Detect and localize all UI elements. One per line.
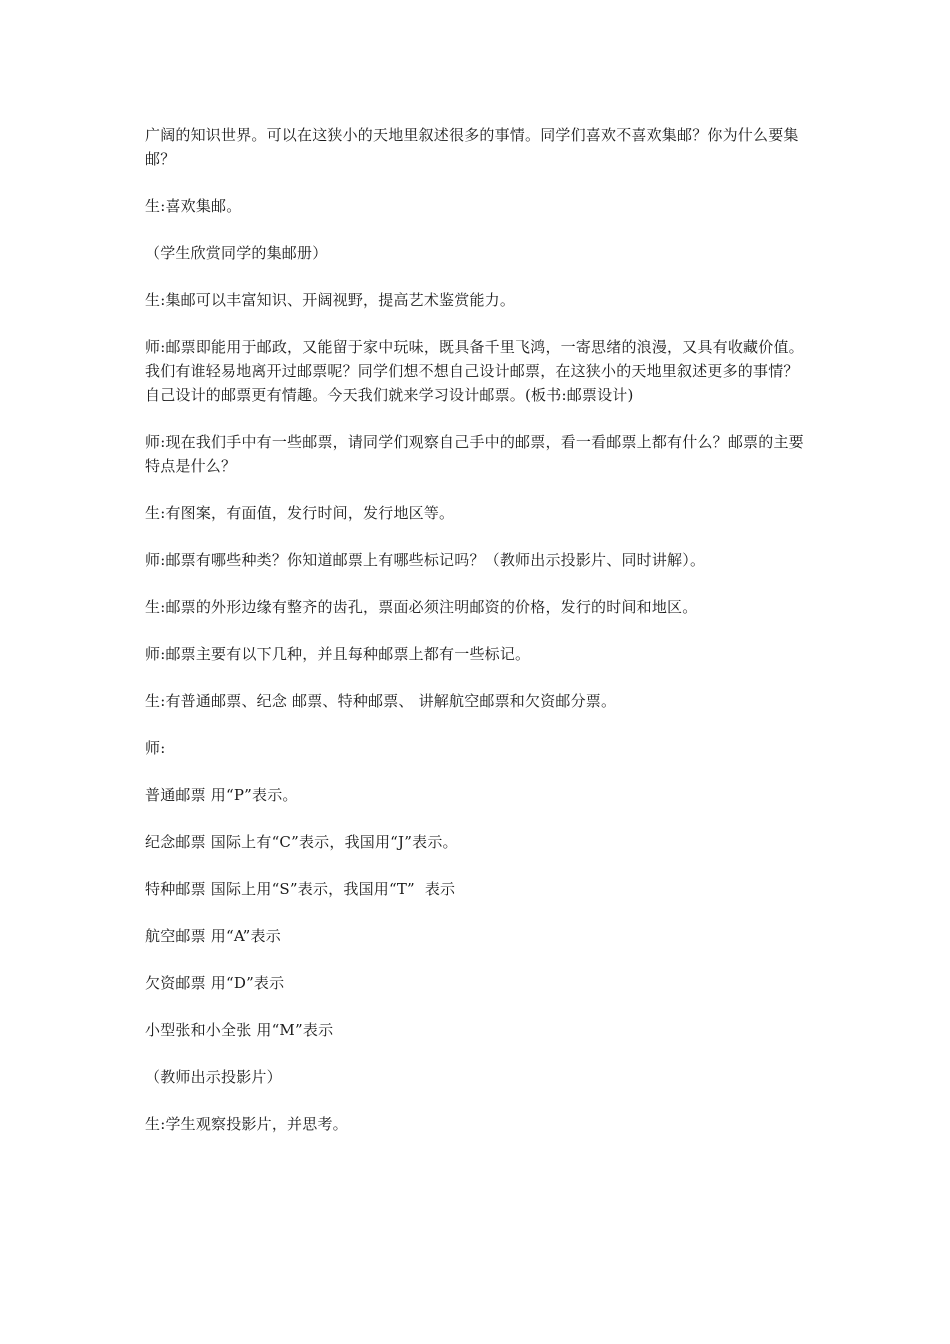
paragraph-stage-note: （学生欣赏同学的集邮册） — [145, 244, 328, 262]
list-item-ordinary-stamp: 普通邮票 用“P”表示。 — [145, 786, 298, 804]
paragraph-student-edges: 生:邮票的外形边缘有整齐的齿孔，票面必须注明邮资的价格，发行的时间和地区。 — [145, 598, 698, 616]
list-item-postage-due-stamp: 欠资邮票 用“D”表示 — [145, 974, 285, 992]
document-body — [145, 123, 810, 1159]
paragraph-teacher-intro: 师:邮票即能用于邮政，又能留于家中玩味，既具备千里飞鸿，一寄思绪的浪漫，又具有收藏价值。 我们有谁轻易地离开过邮票呢？同学们想不想自己设计邮票，在这狭小的天地里叙述更多的事情？自己设计的邮票更有情趣。今天我们就来学习设计邮票。(板书:邮票设计) — [145, 338, 809, 404]
paragraph-student-answer: 生:喜欢集邮。 — [145, 197, 242, 215]
paragraph-intro-question: 广阔的知识世界。可以在这狭小的天地里叙述很多的事情。同学们喜欢不喜欢集邮？你为什么要集邮？ — [145, 126, 799, 168]
paragraph-student-kinds: 生:有普通邮票、纪念 邮票、特种邮票、 讲解航空邮票和欠资邮分票。 — [145, 692, 617, 710]
paragraph-student-features: 生:有图案，有面值，发行时间，发行地区等。 — [145, 504, 455, 522]
paragraph-teacher-observe: 师:现在我们手中有一些邮票，请同学们观察自己手中的邮票，看一看邮票上都有什么？邮票的主要特点是什么？ — [145, 433, 804, 475]
paragraph-student-observe: 生:学生观察投影片，并思考。 — [145, 1115, 348, 1133]
list-item-souvenir-sheet: 小型张和小全张 用“M”表示 — [145, 1021, 334, 1039]
list-item-commemorative-stamp: 纪念邮票 国际上有“C”表示，我国用“J”表示。 — [145, 833, 458, 851]
list-item-airmail-stamp: 航空邮票 用“A”表示 — [145, 927, 281, 945]
paragraph-teacher-types: 师:邮票有哪些种类？你知道邮票上有哪些标记吗？（教师出示投影片、同时讲解）。 — [145, 551, 706, 569]
paragraph-stage-note-slides: （教师出示投影片） — [145, 1068, 282, 1086]
paragraph-student-benefits: 生:集邮可以丰富知识、开阔视野，提高艺术鉴赏能力。 — [145, 291, 516, 309]
paragraph-teacher-marks: 师:邮票主要有以下几种，并且每种邮票上都有一些标记。 — [145, 645, 531, 663]
list-item-special-stamp: 特种邮票 国际上用“S”表示，我国用“T” 表示 — [145, 880, 456, 898]
paragraph-teacher-label: 师: — [145, 739, 166, 757]
